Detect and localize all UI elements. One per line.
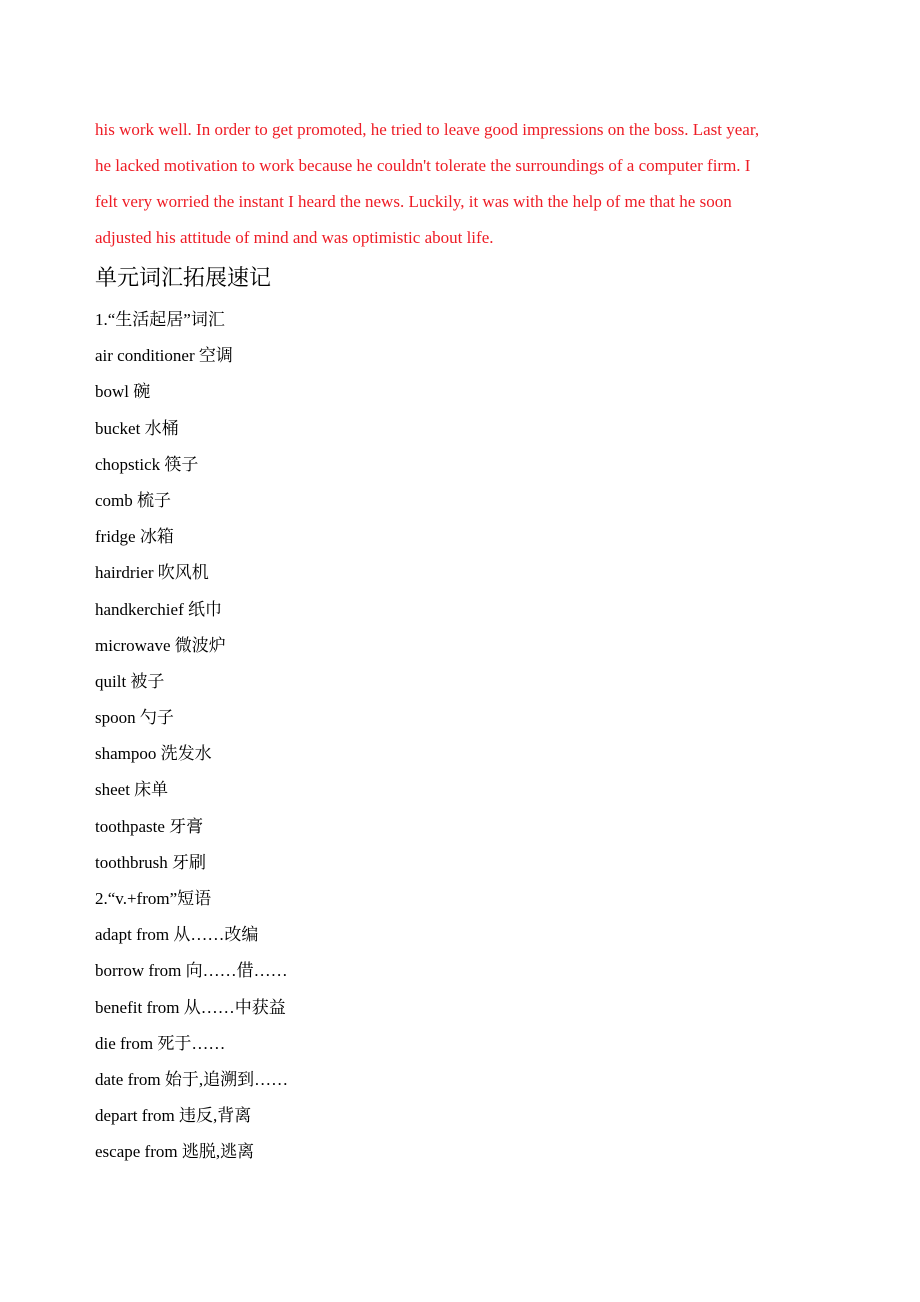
phrase-item: benefit from 从……中获益 [95, 997, 286, 1017]
phrase-item: borrow from 向……借…… [95, 961, 288, 981]
phrase-item: escape from 逃脱,逃离 [95, 1142, 255, 1162]
vocab-item: spoon 勺子 [95, 708, 174, 728]
vocab-item: shampoo 洗发水 [95, 744, 212, 764]
section-heading: 单元词汇拓展速记 [95, 266, 272, 291]
document-page [95, 112, 835, 1171]
phrase-item: die from 死于…… [95, 1033, 226, 1053]
vocab-item: chopstick 筷子 [95, 454, 199, 474]
vocab-item: bowl 碗 [95, 382, 151, 402]
vocab-item: handkerchief 纸巾 [95, 599, 222, 619]
paragraph-line: felt very worried the instant I heard the news. Luckily, it was with the help of me that he soon [95, 192, 732, 211]
vocab-item: toothpaste 牙膏 [95, 816, 204, 836]
category-title: 2.“v.+from”短语 [95, 889, 212, 908]
vocab-item: fridge 冰箱 [95, 527, 174, 547]
vocab-item: sheet 床单 [95, 780, 169, 800]
vocabulary-list [95, 302, 835, 1171]
vocab-item: comb 梳子 [95, 490, 172, 510]
phrase-item: adapt from 从……改编 [95, 925, 259, 945]
paragraph-line: he lacked motivation to work because he couldn't tolerate the surroundings of a computer firm. I [95, 156, 751, 175]
vocab-item: hairdrier 吹风机 [95, 563, 209, 583]
paragraph-line: adjusted his attitude of mind and was optimistic about life. [95, 228, 494, 247]
vocab-item: quilt 被子 [95, 671, 165, 691]
phrase-item: date from 始于,追溯到…… [95, 1069, 289, 1089]
vocab-item: toothbrush 牙刷 [95, 852, 206, 872]
vocab-item: microwave 微波炉 [95, 635, 226, 655]
red-paragraph [95, 112, 835, 256]
category-title: 1.“生活起居”词汇 [95, 310, 225, 329]
vocab-item: bucket 水桶 [95, 418, 179, 438]
paragraph-line: his work well. In order to get promoted, he tried to leave good impressions on the boss. Last year, [95, 120, 760, 139]
vocab-item: air conditioner 空调 [95, 346, 233, 366]
phrase-item: depart from 违反,背离 [95, 1106, 252, 1126]
